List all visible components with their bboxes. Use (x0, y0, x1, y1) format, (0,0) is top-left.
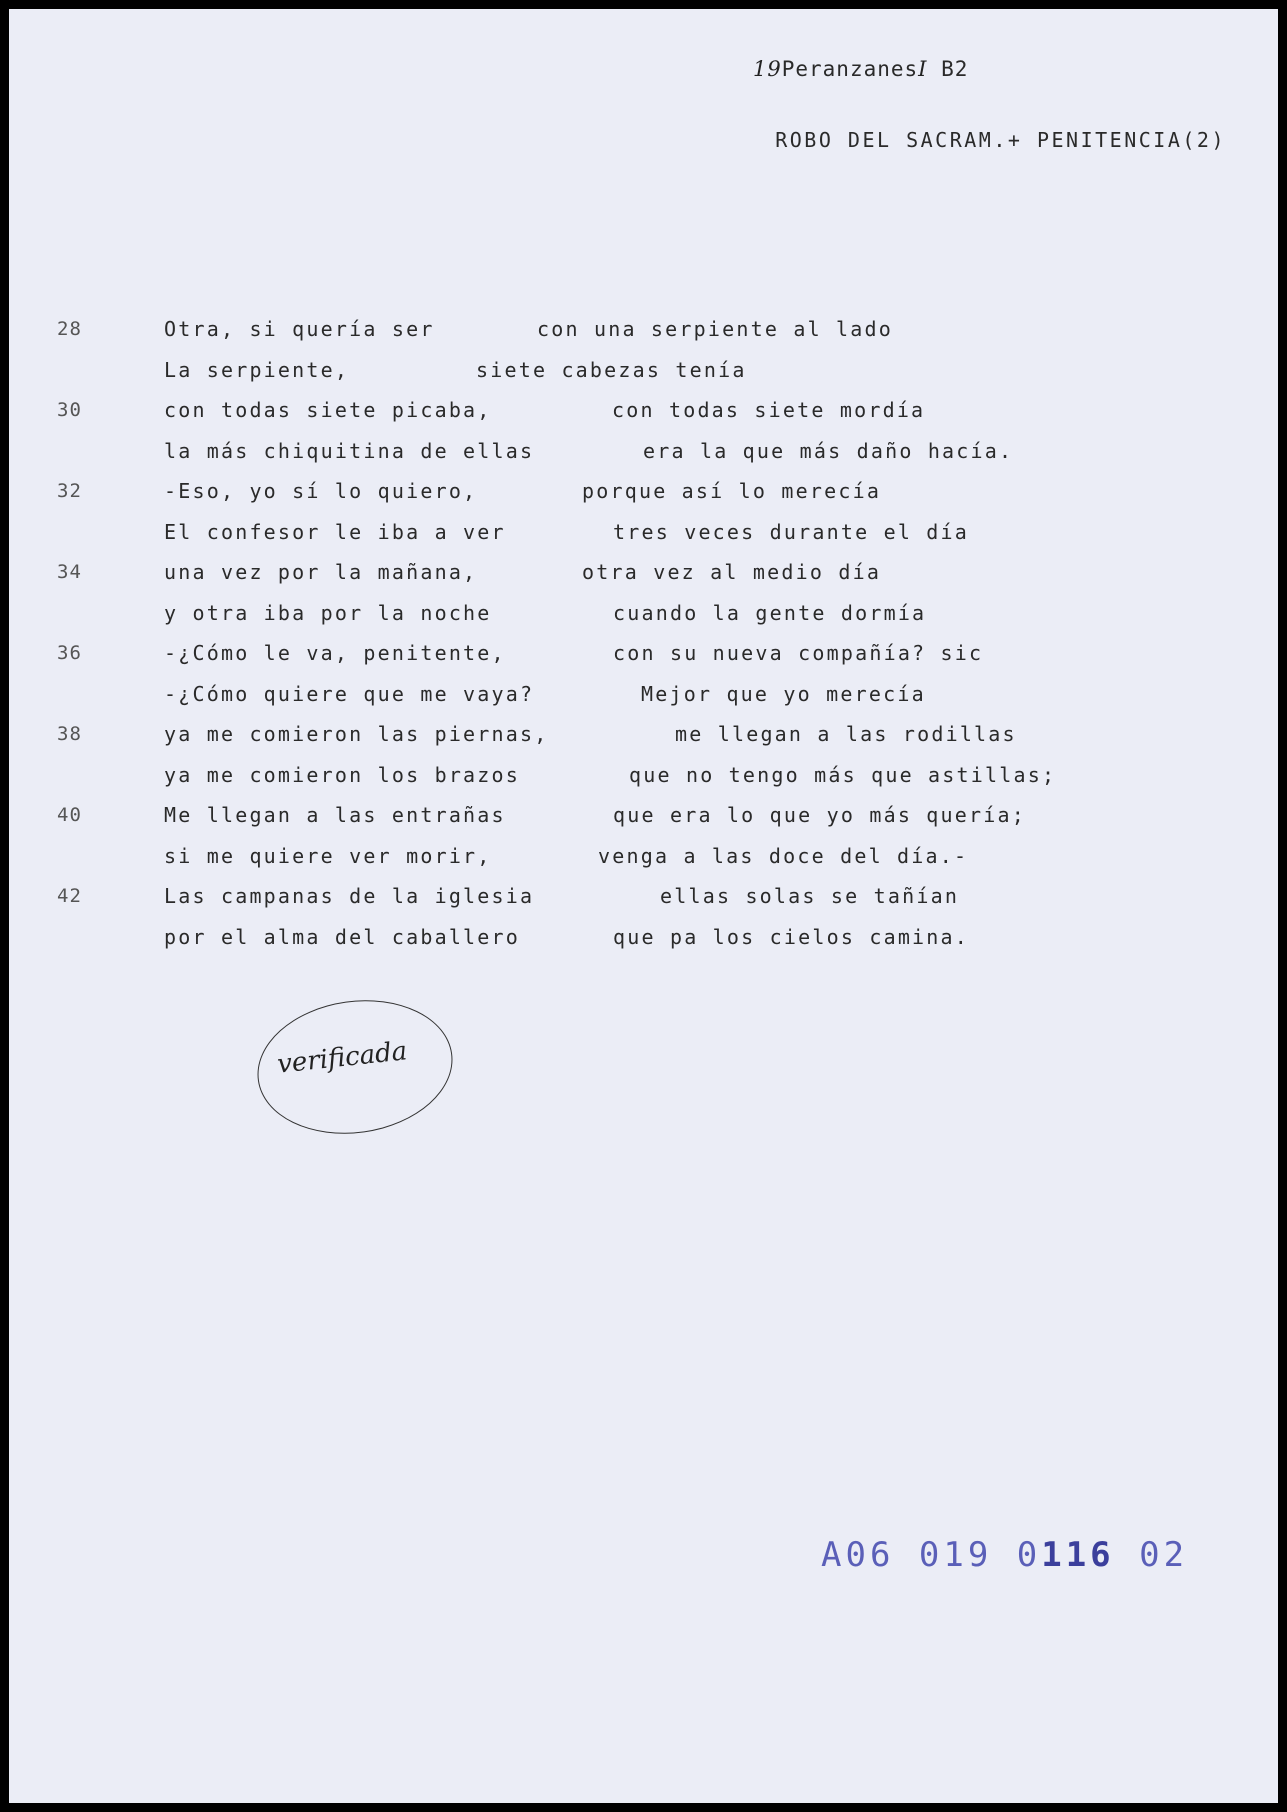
verse-first-hemistich: la más chiquitina de ellas (164, 438, 535, 463)
verse-first-hemistich: La serpiente, (164, 357, 350, 382)
verse-second-hemistich: era la que más daño hacía. (643, 438, 1014, 463)
document-page (9, 9, 1278, 1803)
verse-first-hemistich: Las campanas de la iglesia (164, 884, 535, 908)
line-number: 30 (57, 399, 82, 421)
line-number: 28 (57, 318, 82, 340)
line-number: 36 (57, 642, 82, 664)
verse-first-hemistich: y otra iba por la noche (164, 600, 492, 625)
verse-first-hemistich: ya me comieron los brazos (164, 762, 521, 787)
verse-first-hemistich: ya me comieron las piernas, (164, 722, 549, 746)
verse-second-hemistich: Mejor que yo merecía (641, 681, 926, 706)
handwritten-number: 19 (753, 57, 782, 81)
verse-second-hemistich: siete cabezas tenía (476, 357, 747, 382)
verification-note: verificada (275, 1036, 409, 1080)
verse-second-hemistich: con una serpiente al lado (537, 317, 894, 341)
verse-second-hemistich: ellas solas se tañían (660, 884, 960, 908)
line-number: 38 (57, 723, 82, 745)
line-number: 40 (57, 804, 82, 826)
verse-first-hemistich: -¿Cómo le va, penitente, (164, 641, 506, 665)
place-name: Peranzanes (781, 57, 919, 81)
verse-second-hemistich: porque así lo merecía (582, 479, 882, 503)
verse-second-hemistich: que pa los cielos camina. (613, 924, 970, 949)
reference-suffix: B2 (941, 57, 969, 81)
verse-first-hemistich: una vez por la mañana, (164, 560, 478, 584)
verse-second-hemistich: con todas siete mordía (612, 398, 926, 422)
document-title: ROBO DEL SACRAM.+ PENITENCIA(2) (775, 128, 1226, 152)
archive-code-number: 116 (1041, 1535, 1115, 1575)
verse-first-hemistich: por el alma del caballero (164, 924, 521, 949)
verse-second-hemistich: que no tengo más que astillas; (629, 762, 1057, 787)
verse-second-hemistich: venga a las doce del día.- (598, 843, 969, 868)
archive-code (821, 1535, 1188, 1575)
archive-code-suffix: 02 (1114, 1535, 1189, 1575)
verse-first-hemistich: Me llegan a las entrañas (164, 803, 506, 827)
verse-second-hemistich: tres veces durante el día (613, 519, 970, 544)
line-number: 34 (57, 561, 82, 583)
verse-first-hemistich: -Eso, yo sí lo quiero, (164, 479, 478, 503)
line-number: 42 (57, 885, 82, 907)
verse-second-hemistich: que era lo que yo más quería; (613, 803, 1026, 827)
verse-first-hemistich: El confesor le iba a ver (164, 519, 506, 544)
archive-code-prefix: A06 019 0 (821, 1535, 1042, 1575)
verse-second-hemistich: cuando la gente dormía (613, 600, 927, 625)
verse-second-hemistich: me llegan a las rodillas (675, 722, 1017, 746)
verse-second-hemistich: otra vez al medio día (582, 560, 882, 584)
verse-first-hemistich: Otra, si quería ser (164, 317, 435, 341)
verse-second-hemistich: con su nueva compañía? sic (613, 641, 984, 665)
verse-first-hemistich: si me quiere ver morir, (164, 843, 492, 868)
verse-first-hemistich: -¿Cómo quiere que me vaya? (164, 681, 535, 706)
verse-first-hemistich: con todas siete picaba, (164, 398, 492, 422)
line-number: 32 (57, 480, 82, 502)
document-reference (753, 57, 968, 81)
handwritten-roman-numeral: I (918, 57, 928, 81)
